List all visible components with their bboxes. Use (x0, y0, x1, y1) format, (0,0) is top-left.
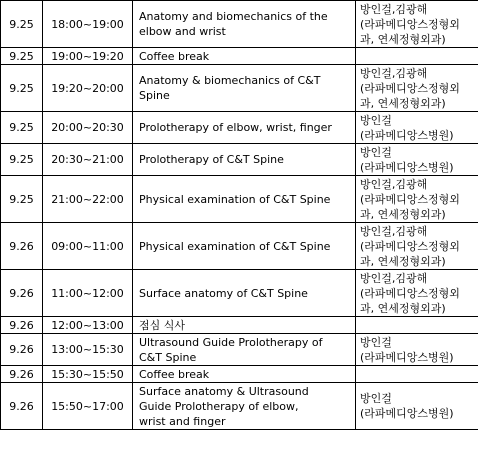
instructor-cell (356, 144, 478, 176)
instructor-line: (라파메디앙스정형외 (360, 192, 460, 206)
time-cell: 15:30~15:50 (43, 366, 133, 383)
instructor-line: (라파메디앙스정형외 (360, 17, 460, 31)
topic-cell (133, 270, 356, 317)
time-cell: 11:00~12:00 (43, 270, 133, 317)
time-cell: 20:00~20:30 (43, 112, 133, 144)
topic-line: Guide Prolotherapy of elbow, (139, 399, 299, 413)
topic-line: Prolotherapy of C&T Spine (139, 153, 284, 166)
date-cell: 9.26 (1, 366, 43, 383)
topic-cell (133, 65, 356, 112)
instructor-line: 방인걸,김광해 (360, 66, 428, 80)
date-cell: 9.26 (1, 334, 43, 366)
instructor-line: 방인걸,김광해 (360, 2, 428, 16)
topic-cell (133, 176, 356, 223)
time-cell: 20:30~21:00 (43, 144, 133, 176)
topic-line: Spine (139, 89, 170, 102)
topic-line: Physical examination of C&T Spine (139, 239, 331, 253)
time-cell: 19:20~20:00 (43, 65, 133, 112)
date-cell: 9.26 (1, 383, 43, 430)
topic-line: Coffee break (139, 367, 210, 381)
topic-line: elbow and wrist (139, 25, 226, 38)
date-cell: 9.26 (1, 270, 43, 317)
instructor-line: 과, 연세정형외과) (360, 96, 446, 110)
instructor-line: 과, 연세정형외과) (360, 32, 446, 46)
topic-line: Surface anatomy of C&T Spine (139, 286, 308, 300)
schedule-row (1, 112, 478, 144)
instructor-line: 방인걸 (360, 335, 392, 349)
time-cell: 09:00~11:00 (43, 223, 133, 270)
instructor-line: (라파메디앙스병원) (360, 350, 454, 364)
instructor-cell (356, 317, 478, 334)
schedule-row (1, 334, 478, 366)
topic-line: Physical examination of C&T Spine (139, 192, 331, 206)
date-cell: 9.25 (1, 1, 43, 48)
schedule-row (1, 65, 478, 112)
date-cell: 9.25 (1, 112, 43, 144)
topic-line: Coffee break (139, 49, 210, 63)
topic-line: C&T Spine (139, 350, 197, 364)
date-cell: 9.25 (1, 65, 43, 112)
schedule-row (1, 1, 478, 48)
instructor-line: 방인걸 (360, 145, 392, 159)
topic-cell (133, 144, 356, 176)
instructor-cell (356, 176, 478, 223)
date-cell: 9.25 (1, 48, 43, 65)
topic-cell (133, 334, 356, 366)
topic-cell (133, 317, 356, 334)
topic-line: wrist and finger (139, 414, 226, 428)
instructor-line: (라파메디앙스정형외 (360, 286, 460, 300)
topic-line: Anatomy and biomechanics of the (139, 10, 328, 23)
topic-line: Anatomy & biomechanics of C&T (139, 74, 321, 87)
topic-cell (133, 1, 356, 48)
instructor-cell (356, 270, 478, 317)
instructor-line: 방인걸 (360, 392, 392, 405)
instructor-cell (356, 65, 478, 112)
topic-cell (133, 366, 356, 383)
topic-cell (133, 223, 356, 270)
instructor-line: 방인걸,김광해 (360, 177, 428, 191)
topic-line: 점심 식사 (139, 318, 186, 332)
instructor-cell (356, 1, 478, 48)
instructor-cell (356, 48, 478, 65)
time-cell: 18:00~19:00 (43, 1, 133, 48)
time-cell: 13:00~15:30 (43, 334, 133, 366)
date-cell: 9.26 (1, 317, 43, 334)
instructor-line: (라파메디앙스정형외 (360, 239, 460, 253)
instructor-line: 과, 연세정형외과) (360, 207, 446, 221)
instructor-line: 과, 연세정형외과) (360, 254, 446, 268)
schedule-body (1, 1, 478, 430)
instructor-line: (라파메디앙스병원) (360, 160, 454, 174)
topic-cell (133, 112, 356, 144)
time-cell: 12:00~13:00 (43, 317, 133, 334)
schedule-row (1, 223, 478, 270)
instructor-line: 방인걸,김광해 (360, 271, 428, 285)
instructor-cell (356, 334, 478, 366)
schedule-row (1, 366, 478, 383)
schedule-row (1, 383, 478, 430)
topic-line: Prolotherapy of elbow, wrist, finger (139, 121, 332, 134)
instructor-line: (라파메디앙스병원) (360, 407, 454, 420)
schedule-row (1, 176, 478, 223)
instructor-cell (356, 112, 478, 144)
instructor-line: (라파메디앙스정형외 (360, 81, 460, 95)
instructor-line: (라파메디앙스병원) (360, 128, 454, 142)
time-cell: 15:50~17:00 (43, 383, 133, 430)
topic-cell (133, 48, 356, 65)
topic-cell (133, 383, 356, 430)
instructor-line: 방인걸,김광해 (360, 224, 428, 238)
date-cell: 9.26 (1, 223, 43, 270)
time-cell: 19:00~19:20 (43, 48, 133, 65)
time-cell: 21:00~22:00 (43, 176, 133, 223)
schedule-row (1, 144, 478, 176)
instructor-cell (356, 223, 478, 270)
date-cell: 9.25 (1, 176, 43, 223)
schedule-row (1, 48, 478, 65)
instructor-cell (356, 366, 478, 383)
topic-line: Ultrasound Guide Prolotherapy of (139, 335, 323, 349)
schedule-row (1, 317, 478, 334)
instructor-line: 과, 연세정형외과) (360, 301, 446, 315)
topic-line: Surface anatomy & Ultrasound (139, 384, 309, 398)
instructor-cell (356, 383, 478, 430)
schedule-row (1, 270, 478, 317)
date-cell: 9.25 (1, 144, 43, 176)
instructor-line: 방인걸 (360, 113, 392, 127)
